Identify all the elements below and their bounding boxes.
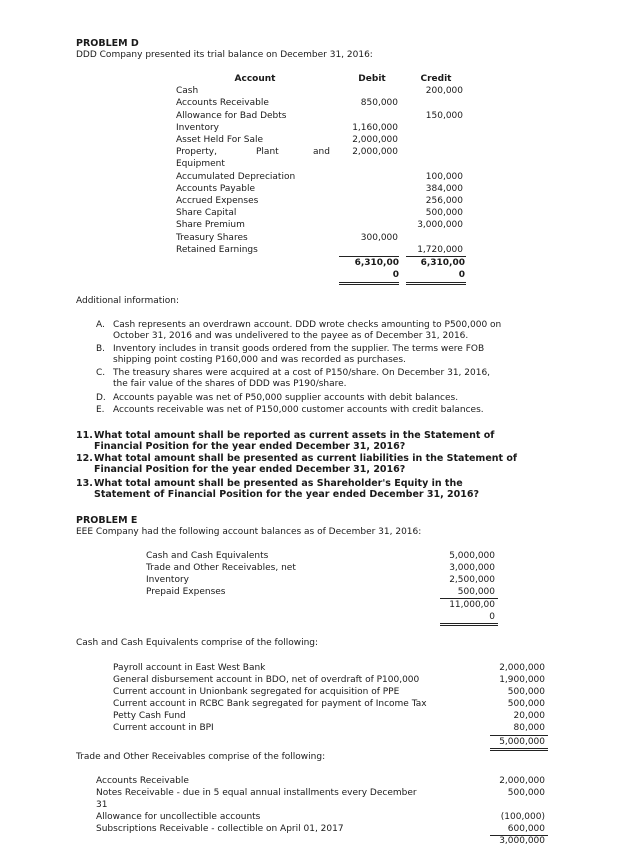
- recv-item-amount: 600,000: [507, 824, 545, 834]
- note-letter: E.: [96, 405, 105, 415]
- recv-total: 3,000,000: [499, 836, 545, 846]
- recv-item-label: Allowance for uncollectible accounts: [96, 812, 261, 822]
- tb-header-account: Account: [234, 74, 276, 84]
- tb-credit: 100,000: [425, 172, 463, 182]
- tb-credit: 3,000,000: [417, 220, 463, 230]
- cash-total: 5,000,000: [499, 737, 545, 747]
- note-letter: D.: [96, 393, 106, 403]
- tb-account: Retained Earnings: [176, 245, 258, 255]
- tb-debit: 850,000: [360, 98, 398, 108]
- tb-header-debit: Debit: [358, 74, 386, 84]
- note-letter: A.: [96, 320, 105, 330]
- problem-d-intro: DDD Company presented its trial balance on December 31, 2016:: [76, 50, 373, 60]
- tb-debit: 2,000,000: [352, 147, 398, 157]
- tb-debit: 1,160,000: [352, 123, 398, 133]
- balance-label: Inventory: [146, 575, 189, 585]
- question-text: Financial Position for the year ended December 31, 2016?: [94, 441, 406, 452]
- balance-label: Trade and Other Receivables, net: [146, 563, 296, 573]
- question-number: 11.: [76, 430, 93, 441]
- question-text: What total amount shall be reported as current assets in the Statement of: [94, 430, 495, 441]
- recv-item-label: Notes Receivable - due in 5 equal annual installments every December: [96, 788, 417, 798]
- tb-account: Share Premium: [176, 220, 245, 230]
- balance-label: Prepaid Expenses: [146, 587, 226, 597]
- tb-credit: 256,000: [425, 196, 463, 206]
- cash-item-label: Payroll account in East West Bank: [113, 663, 266, 673]
- credit-total-rule: [406, 256, 466, 257]
- recv-item-label: Subscriptions Receivable - collectible on April 01, 2017: [96, 824, 344, 834]
- cash-item-amount: 20,000: [513, 711, 545, 721]
- tb-total-credit-tail: 0: [458, 270, 465, 280]
- debit-total-rule: [339, 256, 399, 257]
- receivables-comprise-label: Trade and Other Receivables comprise of the following:: [76, 752, 326, 762]
- debit-double-rule: [339, 282, 399, 285]
- cash-comprise-label: Cash and Cash Equivalents comprise of the following:: [76, 638, 319, 648]
- cash-item-amount: 2,000,000: [499, 663, 545, 673]
- recv-item-amount: 500,000: [507, 788, 545, 798]
- tb-account: Treasury Shares: [176, 233, 248, 243]
- tb-debit: 2,000,000: [352, 135, 398, 145]
- cash-double-rule: [490, 748, 548, 751]
- tb-header-credit: Credit: [420, 74, 452, 84]
- tb-account-word: Equipment: [176, 159, 225, 169]
- problem-d-heading: PROBLEM D: [76, 38, 139, 49]
- question-text: What total amount shall be presented as current liabilities in the Statement of: [94, 453, 518, 464]
- tb-account: Accounts Payable: [176, 184, 256, 194]
- balance-amount: 500,000: [457, 587, 495, 597]
- balance-amount: 2,500,000: [449, 575, 495, 585]
- tb-total-debit: 6,310,00: [354, 258, 399, 268]
- recv-item-amount: 2,000,000: [499, 776, 545, 786]
- note-text: the fair value of the shares of DDD was P190/share.: [113, 379, 347, 389]
- balance-amount: 3,000,000: [449, 563, 495, 573]
- note-text: shipping point costing P160,000 and was recorded as purchases.: [113, 355, 406, 365]
- tb-total-credit: 6,310,00: [420, 258, 465, 268]
- note-text: Accounts receivable was net of P150,000 customer accounts with credit balances.: [113, 405, 484, 415]
- credit-double-rule: [406, 282, 466, 285]
- question-text: Financial Position for the year ended December 31, 2016?: [94, 464, 406, 475]
- recv-item-amount: (100,000): [500, 812, 545, 822]
- question-text: Statement of Financial Position for the year ended December 31, 2016?: [94, 489, 479, 500]
- tb-account-word: Property,: [176, 147, 217, 157]
- balance-amount: 5,000,000: [449, 551, 495, 561]
- tb-credit: 150,000: [425, 111, 463, 121]
- tb-account: Cash: [176, 86, 199, 96]
- tb-account: Accounts Receivable: [176, 98, 269, 108]
- question-text: What total amount shall be presented as Shareholder's Equity in the: [94, 478, 463, 489]
- tb-account: Inventory: [176, 123, 219, 133]
- tb-debit: 300,000: [360, 233, 398, 243]
- tb-credit: 500,000: [425, 208, 463, 218]
- tb-account: Accrued Expenses: [176, 196, 259, 206]
- tb-credit: 384,000: [425, 184, 463, 194]
- note-letter: B.: [96, 344, 106, 354]
- cash-item-label: Current account in RCBC Bank segregated for payment of Income Tax: [113, 699, 427, 709]
- balances-double-rule: [440, 623, 498, 626]
- balances-total-tail: 0: [489, 612, 495, 622]
- balances-total: 11,000,00: [449, 600, 495, 610]
- note-text: October 31, 2016 and was undelivered to the payee as of December 31, 2016.: [113, 331, 469, 341]
- question-number: 13.: [76, 478, 93, 489]
- tb-credit: 1,720,000: [417, 245, 463, 255]
- note-text: Cash represents an overdrawn account. DDD wrote checks amounting to P500,000 on: [113, 320, 502, 330]
- additional-info-label: Additional information:: [76, 296, 180, 306]
- note-text: Accounts payable was net of P50,000 supplier accounts with debit balances.: [113, 393, 459, 403]
- tb-credit: 200,000: [425, 86, 463, 96]
- note-letter: C.: [96, 368, 106, 378]
- tb-total-debit-tail: 0: [392, 270, 399, 280]
- note-text: Inventory includes in transit goods ordered from the supplier. The terms were FOB: [113, 344, 485, 354]
- recv-item-label: Accounts Receivable: [96, 776, 189, 786]
- cash-item-label: General disbursement account in BDO, net of overdraft of P100,000: [113, 675, 420, 685]
- cash-item-label: Current account in BPI: [113, 723, 214, 733]
- tb-account: Share Capital: [176, 208, 237, 218]
- cash-item-amount: 1,900,000: [499, 675, 545, 685]
- note-text: The treasury shares were acquired at a cost of P150/share. On December 31, 2016,: [113, 368, 491, 378]
- recv-item-label: 31: [96, 800, 108, 810]
- tb-account: Allowance for Bad Debts: [176, 111, 287, 121]
- tb-account: Asset Held For Sale: [176, 135, 264, 145]
- tb-account: Accumulated Depreciation: [176, 172, 296, 182]
- cash-item-amount: 500,000: [507, 687, 545, 697]
- balance-label: Cash and Cash Equivalents: [146, 551, 269, 561]
- cash-item-amount: 80,000: [513, 723, 545, 733]
- cash-item-amount: 500,000: [507, 699, 545, 709]
- problem-e-heading: PROBLEM E: [76, 515, 138, 526]
- cash-item-label: Current account in Unionbank segregated for acquisition of PPE: [113, 687, 400, 697]
- question-number: 12.: [76, 453, 93, 464]
- problem-e-intro: EEE Company had the following account balances as of December 31, 2016:: [76, 527, 422, 537]
- tb-account-word: Plant: [256, 147, 279, 157]
- tb-account-word: and: [313, 147, 330, 157]
- cash-total-rule: [490, 735, 548, 736]
- balances-total-rule: [440, 598, 498, 599]
- cash-item-label: Petty Cash Fund: [113, 711, 186, 721]
